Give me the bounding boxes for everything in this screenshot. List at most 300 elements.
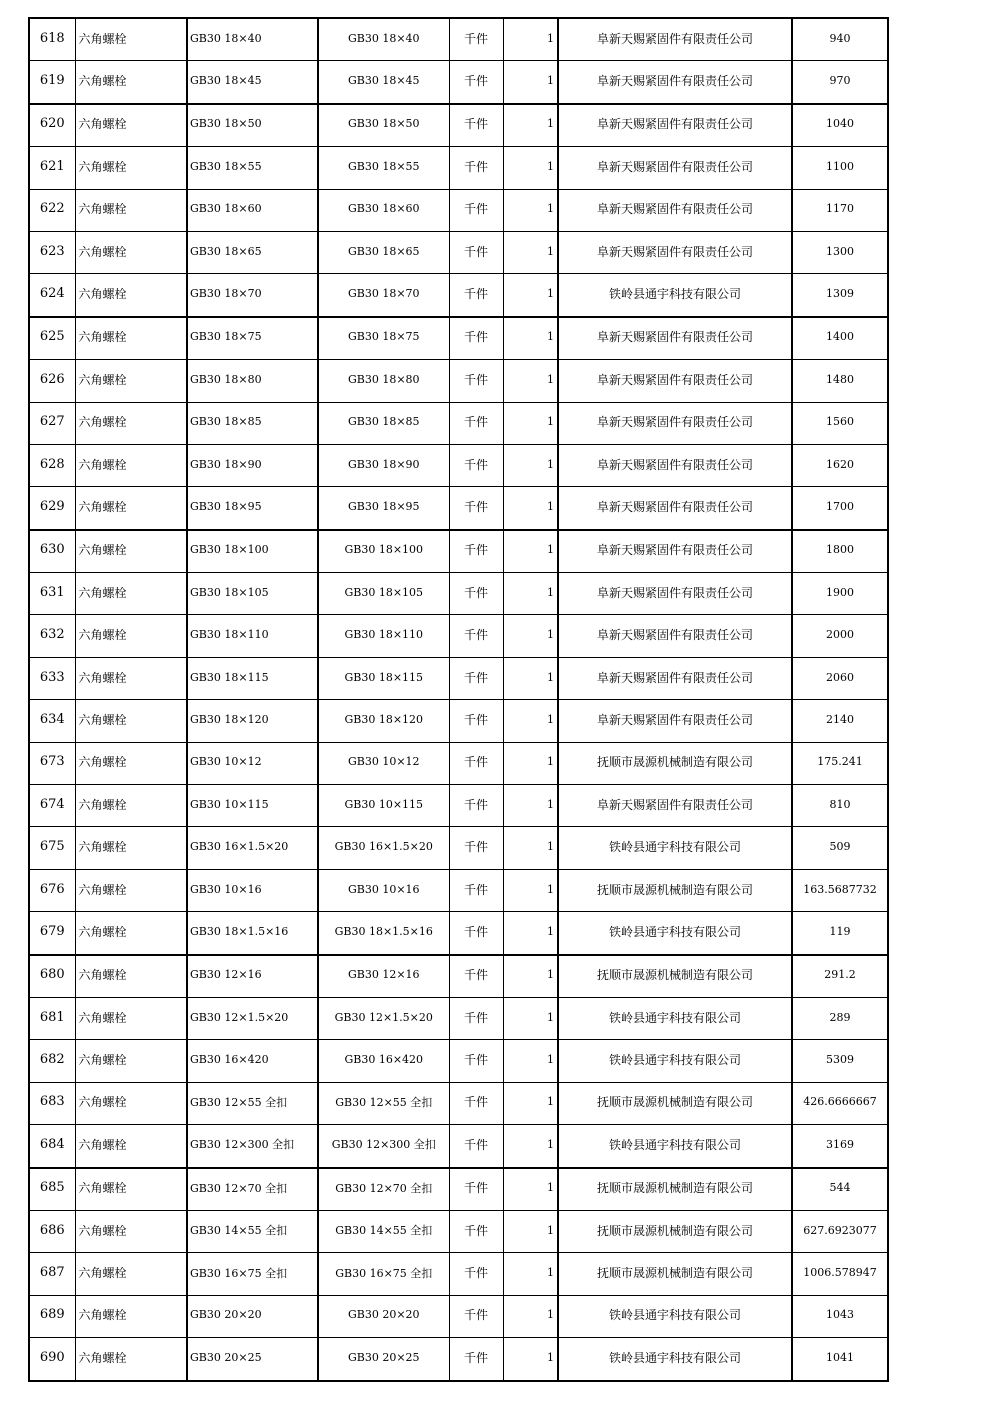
unit-price-cell	[792, 189, 888, 231]
unit: 千件	[463, 117, 488, 132]
table-row	[29, 615, 888, 657]
spec-code-alt-cell	[318, 487, 449, 530]
supplier-name-cell	[558, 869, 792, 911]
item-name-cell	[75, 1210, 187, 1252]
supplier-name-cell	[558, 997, 792, 1039]
unit-cell	[449, 1125, 503, 1168]
spec-code-alt: GB30 12×1.5×20	[334, 1010, 433, 1024]
row-number-cell	[29, 869, 75, 911]
unit-cell	[449, 104, 503, 147]
unit-cell	[449, 1040, 503, 1082]
unit: 千件	[463, 585, 488, 600]
unit-price-cell	[792, 869, 888, 911]
table-row	[29, 700, 888, 742]
unit-cell	[449, 402, 503, 444]
item-name: 六角螺栓	[78, 1223, 127, 1238]
quantity: 1	[547, 755, 554, 769]
unit-price-cell	[792, 274, 888, 317]
quantity: 1	[547, 1223, 554, 1237]
item-name-cell	[75, 1082, 187, 1124]
unit-cell	[449, 912, 503, 955]
table-row	[29, 955, 888, 998]
unit-price: 544	[829, 1181, 851, 1195]
spec-code: GB30 18×120	[190, 712, 269, 726]
spec-code-alt: GB30 18×80	[347, 372, 420, 386]
spec-code-alt: GB30 18×45	[347, 74, 420, 88]
unit: 千件	[463, 968, 488, 983]
spec-code: GB30 18×95	[190, 499, 262, 513]
spec-code: GB30 18×100	[190, 543, 269, 557]
quantity-cell	[503, 231, 558, 273]
spec-code-cell	[187, 700, 318, 742]
row-number: 674	[39, 796, 65, 812]
table-row	[29, 360, 888, 402]
quantity-cell	[503, 955, 558, 998]
row-number-cell	[29, 1040, 75, 1082]
spec-code-alt-cell	[318, 274, 449, 317]
row-number: 689	[39, 1307, 65, 1323]
unit-cell	[449, 573, 503, 615]
supplier-name-cell	[558, 1168, 792, 1211]
spec-code-cell	[187, 657, 318, 699]
quantity: 1	[547, 1095, 554, 1109]
unit: 千件	[463, 1010, 488, 1025]
table-row	[29, 1295, 888, 1337]
spec-code-cell	[187, 869, 318, 911]
unit-price: 1800	[826, 543, 854, 557]
unit-cell	[449, 997, 503, 1039]
quantity-cell	[503, 615, 558, 657]
supplier-name: 阜新天赐紧固件有限责任公司	[596, 797, 753, 812]
quantity: 1	[547, 968, 554, 982]
unit-price: 509	[829, 840, 851, 854]
unit-cell	[449, 530, 503, 573]
item-name: 六角螺栓	[78, 457, 127, 472]
unit: 千件	[463, 924, 488, 939]
item-name-cell	[75, 997, 187, 1039]
supplier-name-cell	[558, 147, 792, 189]
unit-price: 1041	[826, 1350, 854, 1364]
item-name: 六角螺栓	[78, 797, 127, 812]
item-name-cell	[75, 189, 187, 231]
row-number-cell	[29, 402, 75, 444]
table-row	[29, 61, 888, 104]
unit: 千件	[463, 670, 488, 685]
unit: 千件	[463, 712, 488, 727]
unit-price-cell	[792, 360, 888, 402]
unit-cell	[449, 1253, 503, 1295]
spec-code-alt-cell	[318, 657, 449, 699]
spec-code-alt-cell	[318, 1125, 449, 1168]
item-name-cell	[75, 402, 187, 444]
row-number: 679	[39, 923, 65, 939]
spec-code-alt-cell	[318, 1253, 449, 1295]
spec-code-alt-cell	[318, 360, 449, 402]
row-number: 620	[39, 116, 65, 132]
unit-price: 627.6923077	[803, 1223, 877, 1237]
spec-code-cell	[187, 530, 318, 573]
spec-code-alt: GB30 10×12	[347, 755, 420, 769]
unit-cell	[449, 955, 503, 998]
quantity: 1	[547, 74, 554, 88]
unit-price: 2060	[826, 670, 854, 684]
item-name: 六角螺栓	[78, 74, 127, 89]
quantity-cell	[503, 1125, 558, 1168]
spec-code: GB30 18×90	[190, 457, 262, 471]
unit: 千件	[463, 1223, 488, 1238]
spec-code-alt-cell	[318, 61, 449, 104]
spec-code: GB30 16×75 全扣	[190, 1266, 288, 1280]
spec-code: GB30 18×55	[190, 159, 262, 173]
unit-price-cell	[792, 955, 888, 998]
quantity-cell	[503, 1040, 558, 1082]
row-number: 621	[39, 158, 65, 174]
row-number: 684	[39, 1136, 65, 1152]
unit: 千件	[463, 1053, 488, 1068]
supplier-name: 阜新天赐紧固件有限责任公司	[596, 670, 753, 685]
item-name: 六角螺栓	[78, 924, 127, 939]
unit-price-cell	[792, 912, 888, 955]
spec-code: GB30 16×1.5×20	[190, 840, 289, 854]
item-name-cell	[75, 912, 187, 955]
row-number-cell	[29, 1338, 75, 1381]
row-number: 629	[39, 498, 65, 514]
table-row	[29, 997, 888, 1039]
spec-code: GB30 10×115	[190, 797, 269, 811]
quantity-cell	[503, 1295, 558, 1337]
unit-price: 970	[829, 74, 851, 88]
item-name: 六角螺栓	[78, 244, 127, 259]
item-name-cell	[75, 274, 187, 317]
quantity: 1	[547, 1053, 554, 1067]
item-name: 六角螺栓	[78, 159, 127, 174]
quantity: 1	[547, 202, 554, 216]
table-row	[29, 274, 888, 317]
item-name-cell	[75, 487, 187, 530]
unit-price: 940	[829, 31, 851, 45]
spec-code-alt: GB30 20×25	[347, 1350, 420, 1364]
unit-cell	[449, 487, 503, 530]
row-number: 627	[39, 414, 65, 430]
quantity-cell	[503, 189, 558, 231]
row-number: 683	[39, 1094, 65, 1110]
supplier-name: 阜新天赐紧固件有限责任公司	[596, 117, 753, 132]
unit-cell	[449, 274, 503, 317]
quantity-cell	[503, 487, 558, 530]
unit-price-cell	[792, 615, 888, 657]
unit-price: 2000	[826, 628, 854, 642]
quantity-cell	[503, 360, 558, 402]
item-name: 六角螺栓	[78, 755, 127, 770]
spec-code-cell	[187, 1082, 318, 1124]
spec-code: GB30 20×25	[190, 1350, 262, 1364]
unit: 千件	[463, 31, 488, 46]
spec-code-alt-cell	[318, 402, 449, 444]
supplier-name: 铁岭县通宇科技有限公司	[608, 1053, 741, 1068]
row-number-cell	[29, 104, 75, 147]
supplier-name: 阜新天赐紧固件有限责任公司	[596, 74, 753, 89]
item-name-cell	[75, 444, 187, 486]
unit-price: 1400	[826, 330, 854, 344]
supplier-name: 阜新天赐紧固件有限责任公司	[596, 159, 753, 174]
unit: 千件	[463, 543, 488, 558]
supplier-name-cell	[558, 274, 792, 317]
spec-code-cell	[187, 1125, 318, 1168]
row-number: 675	[39, 839, 65, 855]
spec-code: GB30 18×105	[190, 585, 269, 599]
spec-code-cell	[187, 997, 318, 1039]
spec-code: GB30 16×420	[190, 1053, 269, 1067]
supplier-name-cell	[558, 317, 792, 360]
item-name-cell	[75, 1338, 187, 1381]
row-number: 624	[39, 286, 65, 302]
row-number-cell	[29, 785, 75, 827]
row-number-cell	[29, 360, 75, 402]
spec-code-alt: GB30 18×85	[347, 415, 420, 429]
table-row	[29, 827, 888, 869]
quantity-cell	[503, 573, 558, 615]
spec-code: GB30 18×65	[190, 244, 262, 258]
spec-code-alt-cell	[318, 444, 449, 486]
quantity: 1	[547, 287, 554, 301]
spec-code-cell	[187, 231, 318, 273]
table-row	[29, 231, 888, 273]
unit-price-cell	[792, 1168, 888, 1211]
price-table	[28, 17, 889, 1382]
spec-code-alt-cell	[318, 615, 449, 657]
unit-cell	[449, 827, 503, 869]
item-name-cell	[75, 147, 187, 189]
quantity: 1	[547, 924, 554, 938]
supplier-name: 铁岭县通宇科技有限公司	[608, 1308, 741, 1323]
spec-code-alt: GB30 12×300 全扣	[331, 1138, 436, 1152]
row-number-cell	[29, 18, 75, 61]
quantity-cell	[503, 317, 558, 360]
unit-cell	[449, 1168, 503, 1211]
item-name-cell	[75, 1040, 187, 1082]
spec-code-cell	[187, 147, 318, 189]
unit-cell	[449, 700, 503, 742]
table-row	[29, 1082, 888, 1124]
spec-code: GB30 20×20	[190, 1308, 262, 1322]
unit-price-cell	[792, 827, 888, 869]
table-row	[29, 1253, 888, 1295]
unit-price: 289	[829, 1010, 851, 1024]
unit-price-cell	[792, 1253, 888, 1295]
spec-code-alt: GB30 18×1.5×16	[334, 924, 433, 938]
supplier-name-cell	[558, 1082, 792, 1124]
spec-code: GB30 18×60	[190, 202, 262, 216]
supplier-name: 阜新天赐紧固件有限责任公司	[596, 585, 753, 600]
spec-code-cell	[187, 1338, 318, 1381]
supplier-name: 阜新天赐紧固件有限责任公司	[596, 31, 753, 46]
row-number-cell	[29, 657, 75, 699]
spec-code-alt: GB30 10×16	[347, 882, 420, 896]
quantity: 1	[547, 1350, 554, 1364]
quantity: 1	[547, 840, 554, 854]
quantity-cell	[503, 402, 558, 444]
quantity: 1	[547, 797, 554, 811]
unit-cell	[449, 444, 503, 486]
supplier-name-cell	[558, 1295, 792, 1337]
supplier-name: 铁岭县通宇科技有限公司	[608, 1137, 741, 1152]
spec-code-cell	[187, 1210, 318, 1252]
spec-code-alt: GB30 18×100	[344, 543, 424, 557]
table-row	[29, 189, 888, 231]
row-number-cell	[29, 1210, 75, 1252]
unit-price: 810	[829, 797, 851, 811]
unit-cell	[449, 231, 503, 273]
table-row	[29, 444, 888, 486]
table-row	[29, 317, 888, 360]
row-number-cell	[29, 742, 75, 784]
item-name: 六角螺栓	[78, 882, 127, 897]
unit: 千件	[463, 1308, 488, 1323]
unit-cell	[449, 61, 503, 104]
spec-code: GB30 18×50	[190, 117, 262, 131]
quantity-cell	[503, 1338, 558, 1381]
spec-code-alt: GB30 18×95	[347, 499, 420, 513]
table-row	[29, 742, 888, 784]
spec-code: GB30 18×70	[190, 287, 262, 301]
unit-cell	[449, 869, 503, 911]
spec-code: GB30 18×40	[190, 31, 262, 45]
unit-price-cell	[792, 18, 888, 61]
row-number-cell	[29, 1253, 75, 1295]
spec-code-alt-cell	[318, 104, 449, 147]
spec-code-cell	[187, 317, 318, 360]
row-number: 619	[39, 73, 65, 89]
item-name: 六角螺栓	[78, 287, 127, 302]
item-name-cell	[75, 657, 187, 699]
quantity: 1	[547, 1308, 554, 1322]
item-name: 六角螺栓	[78, 499, 127, 514]
spec-code-alt-cell	[318, 827, 449, 869]
spec-code-cell	[187, 444, 318, 486]
unit-cell	[449, 189, 503, 231]
table-row	[29, 104, 888, 147]
unit-price: 1700	[826, 499, 854, 513]
quantity: 1	[547, 543, 554, 557]
spec-code-alt-cell	[318, 573, 449, 615]
supplier-name-cell	[558, 444, 792, 486]
unit-cell	[449, 657, 503, 699]
quantity-cell	[503, 18, 558, 61]
spec-code-alt-cell	[318, 1040, 449, 1082]
unit-price-cell	[792, 487, 888, 530]
item-name-cell	[75, 742, 187, 784]
item-name-cell	[75, 317, 187, 360]
table-row	[29, 1040, 888, 1082]
table-row	[29, 530, 888, 573]
spec-code-cell	[187, 912, 318, 955]
item-name-cell	[75, 955, 187, 998]
spec-code-alt: GB30 12×70 全扣	[335, 1181, 433, 1195]
item-name-cell	[75, 573, 187, 615]
table-row	[29, 147, 888, 189]
spec-code-alt: GB30 18×120	[344, 712, 424, 726]
quantity: 1	[547, 670, 554, 684]
item-name: 六角螺栓	[78, 543, 127, 558]
supplier-name-cell	[558, 104, 792, 147]
spec-code-cell	[187, 785, 318, 827]
spec-code: GB30 18×75	[190, 330, 262, 344]
supplier-name-cell	[558, 402, 792, 444]
spec-code: GB30 18×45	[190, 74, 262, 88]
unit-cell	[449, 317, 503, 360]
spec-code-alt-cell	[318, 869, 449, 911]
row-number-cell	[29, 444, 75, 486]
unit-price-cell	[792, 742, 888, 784]
unit: 千件	[463, 1181, 488, 1196]
item-name-cell	[75, 615, 187, 657]
row-number-cell	[29, 189, 75, 231]
quantity-cell	[503, 444, 558, 486]
unit: 千件	[463, 1095, 488, 1110]
table-row	[29, 402, 888, 444]
supplier-name-cell	[558, 700, 792, 742]
spec-code: GB30 18×1.5×16	[190, 924, 289, 938]
item-name: 六角螺栓	[78, 670, 127, 685]
spec-code-cell	[187, 402, 318, 444]
unit-cell	[449, 18, 503, 61]
spec-code-alt-cell	[318, 231, 449, 273]
spec-code-cell	[187, 61, 318, 104]
unit: 千件	[463, 840, 488, 855]
item-name: 六角螺栓	[78, 117, 127, 132]
row-number-cell	[29, 573, 75, 615]
row-number: 673	[39, 754, 65, 770]
supplier-name: 铁岭县通宇科技有限公司	[608, 1010, 741, 1025]
row-number-cell	[29, 530, 75, 573]
item-name: 六角螺栓	[78, 31, 127, 46]
spec-code-cell	[187, 742, 318, 784]
item-name: 六角螺栓	[78, 1137, 127, 1152]
unit-price-cell	[792, 1295, 888, 1337]
supplier-name: 阜新天赐紧固件有限责任公司	[596, 628, 753, 643]
unit: 千件	[463, 372, 488, 387]
quantity: 1	[547, 585, 554, 599]
unit-price-cell	[792, 657, 888, 699]
spec-code-alt: GB30 18×55	[347, 159, 420, 173]
unit-price: 1170	[826, 202, 854, 216]
row-number: 690	[39, 1349, 65, 1365]
row-number: 680	[39, 967, 65, 983]
unit-price: 1900	[826, 585, 854, 599]
quantity-cell	[503, 657, 558, 699]
supplier-name: 抚顺市晟源机械制造有限公司	[596, 882, 753, 897]
spec-code-alt: GB30 14×55 全扣	[335, 1224, 433, 1238]
unit-price-cell	[792, 700, 888, 742]
quantity-cell	[503, 742, 558, 784]
spec-code-cell	[187, 1040, 318, 1082]
item-name: 六角螺栓	[78, 415, 127, 430]
quantity-cell	[503, 700, 558, 742]
table-row	[29, 869, 888, 911]
spec-code-alt-cell	[318, 189, 449, 231]
row-number: 623	[39, 243, 65, 259]
unit-price: 1620	[826, 457, 854, 471]
row-number: 634	[39, 711, 65, 727]
supplier-name: 阜新天赐紧固件有限责任公司	[596, 330, 753, 345]
supplier-name: 铁岭县通宇科技有限公司	[608, 287, 741, 302]
spec-code: GB30 18×85	[190, 415, 262, 429]
row-number-cell	[29, 231, 75, 273]
item-name: 六角螺栓	[78, 968, 127, 983]
supplier-name: 铁岭县通宇科技有限公司	[608, 840, 741, 855]
spec-code-cell	[187, 955, 318, 998]
spec-code-alt-cell	[318, 912, 449, 955]
